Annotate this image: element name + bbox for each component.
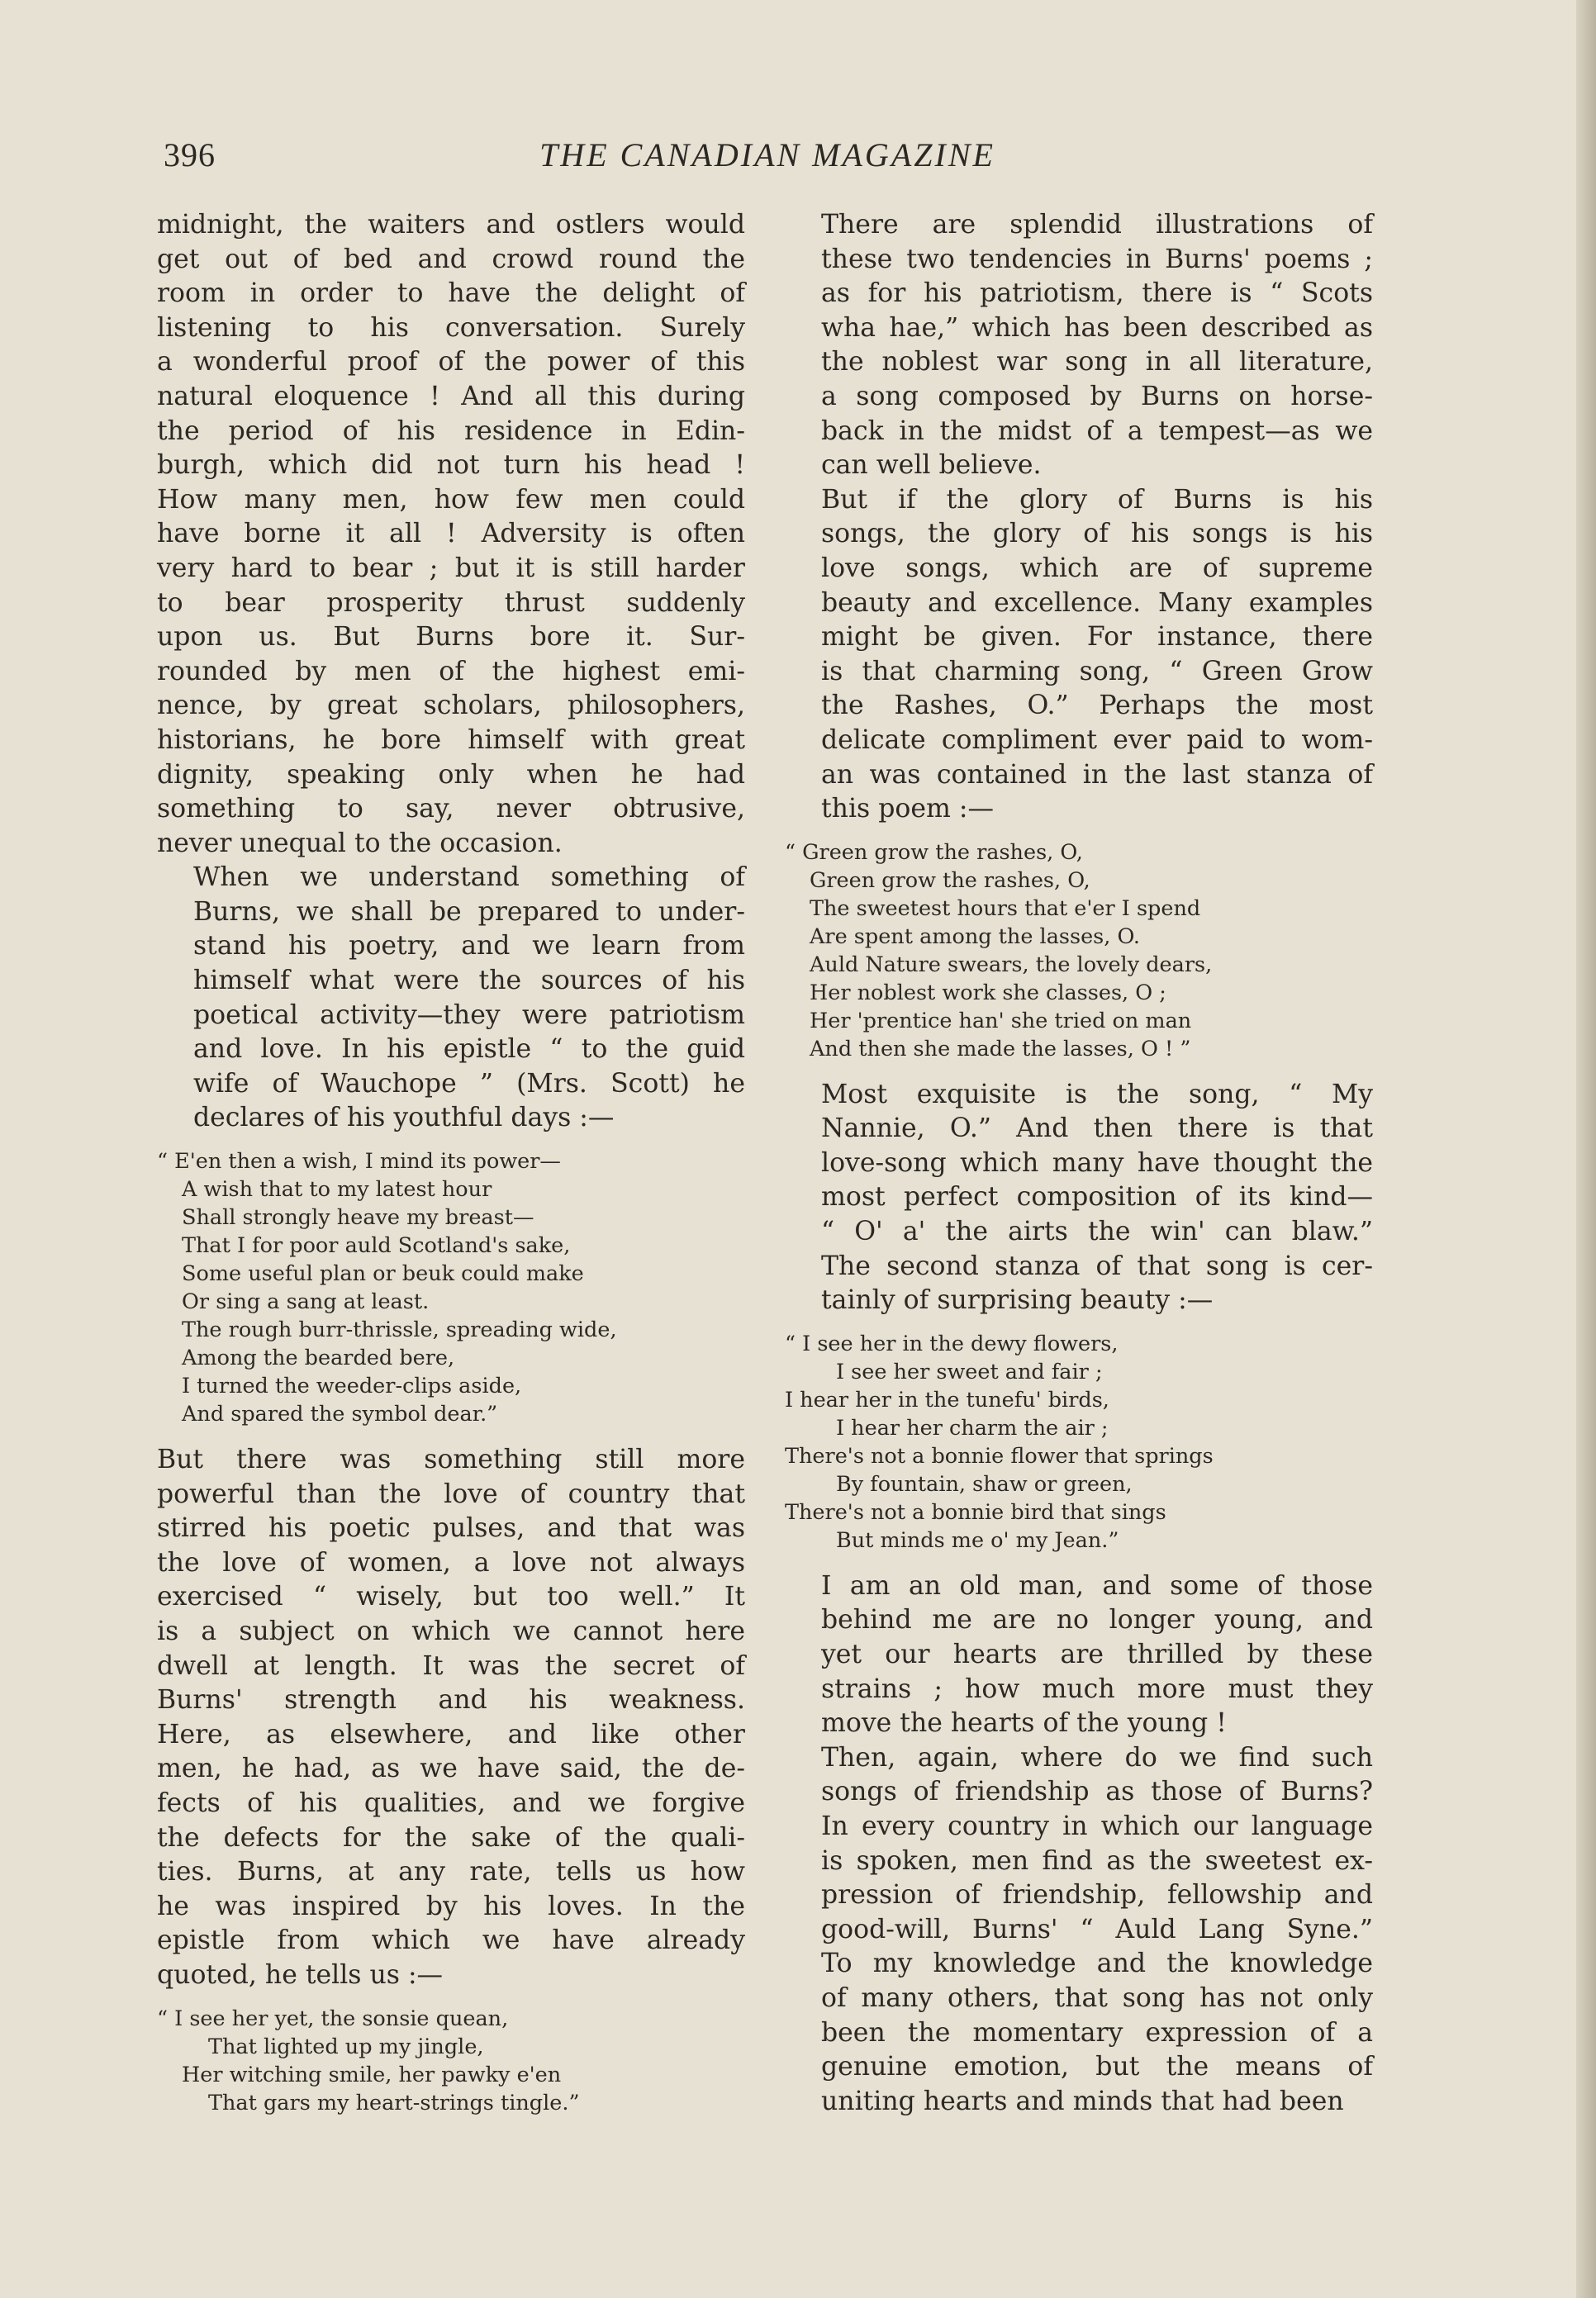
right-column: [785, 208, 1373, 2119]
poem-line: “ E'en then a wish, I mind its power—: [157, 1149, 561, 1175]
text-line: midnight, the waiters and ostlers would: [157, 210, 745, 240]
text-line: Most exquisite is the song, “ My: [821, 1079, 1373, 1109]
text-line: the love of women, a love not always: [157, 1547, 745, 1578]
poem-line: Her 'prentice han' she tried on man: [810, 1008, 1192, 1033]
text-line: get out of bed and crowd round the: [157, 244, 745, 274]
text-line: never unequal to the occasion.: [157, 828, 563, 858]
text-line: burgh, which did not turn his head !: [157, 450, 745, 481]
poem-line: That I for poor auld Scotland's sake,: [182, 1233, 571, 1259]
text-line: When we understand something of: [193, 862, 745, 893]
text-line: strains ; how much more must they: [821, 1674, 1373, 1704]
paragraph: [157, 861, 745, 1136]
paragraph: [785, 1569, 1373, 1741]
text-line: stand his poetry, and we learn from: [193, 931, 745, 961]
text-line: back in the midst of a tempest—as we: [821, 415, 1373, 446]
text-line: genuine emotion, but the means of: [821, 2052, 1373, 2082]
text-line: delicate compliment ever paid to wom-: [821, 724, 1373, 755]
text-line: beauty and excellence. Many examples: [821, 587, 1373, 618]
text-line: love songs, which are of supreme: [821, 553, 1373, 583]
poem-line: There's not a bonnie flower that springs: [785, 1443, 1214, 1469]
text-line: of many others, that song has not only: [821, 1982, 1373, 2013]
poem-quote: [157, 2005, 745, 2117]
text-line: To my knowledge and the knowledge: [821, 1949, 1373, 1979]
text-line: very hard to bear ; but it is still harder: [157, 553, 745, 583]
text-line: stirred his poetic pulses, and that was: [157, 1513, 745, 1544]
text-line: is that charming song, “ Green Grow: [821, 656, 1373, 686]
text-line: an was contained in the last stanza of: [821, 759, 1373, 790]
text-line: have borne it all ! Adversity is often: [157, 519, 745, 549]
text-line: can well believe.: [821, 450, 1042, 481]
text-line: pression of friendship, fellowship and: [821, 1880, 1373, 1911]
text-line: But if the glory of Burns is his: [821, 484, 1373, 515]
text-line: and love. In his epistle “ to the guid: [193, 1034, 745, 1065]
text-line: to bear prosperity thrust suddenly: [157, 587, 745, 618]
text-line: poetical activity—they were patriotism: [193, 999, 745, 1030]
poem-line: Are spent among the lasses, O.: [810, 923, 1140, 949]
poem-line: But minds me o' my Jean.”: [836, 1527, 1119, 1553]
text-line: is a subject on which we cannot here: [157, 1617, 745, 1646]
poem-line: I hear her charm the air ;: [836, 1415, 1109, 1441]
page-number: 396: [164, 136, 216, 173]
text-line: Then, again, where do we find such: [821, 1742, 1373, 1773]
poem-quote: [785, 1330, 1373, 1555]
poem-line: “ I see her yet, the sonsie quean,: [157, 2006, 509, 2031]
text-line: Nannie, O.” And then there is that: [821, 1113, 1373, 1144]
text-line: wife of Wauchope ” (Mrs. Scott) he: [193, 1068, 745, 1099]
poem-line: The rough burr-thrissle, spreading wide,: [182, 1318, 617, 1343]
text-line: men, he had, as we have said, the de-: [157, 1754, 745, 1784]
text-line: love-song which many have thought the: [821, 1147, 1373, 1178]
poem-line: I see her sweet and fair ;: [836, 1359, 1103, 1384]
text-line: rounded by men of the highest emi-: [157, 656, 745, 686]
text-line: tainly of surprising beauty :—: [821, 1285, 1214, 1316]
paragraph: [785, 1741, 1373, 2120]
poem-line: Her witching smile, her pawky e'en: [182, 2062, 562, 2087]
text-line: the defects for the sake of the quali-: [157, 1822, 745, 1853]
text-line: exercised “ wisely, but too well.” It: [157, 1582, 745, 1612]
poem-line: A wish that to my latest hour: [182, 1177, 492, 1203]
text-line: himself what were the sources of his: [193, 966, 745, 996]
text-line: Burns, we shall be prepared to under-: [193, 896, 745, 927]
text-line: dignity, speaking only when he had: [157, 759, 745, 790]
text-line: How many men, how few men could: [157, 484, 745, 515]
text-line: a wonderful proof of the power of this: [157, 347, 745, 377]
text-line: natural eloquence ! And all this during: [157, 381, 745, 411]
paragraph: [785, 483, 1373, 827]
text-line: room in order to have the delight of: [157, 278, 745, 309]
text-line: the Rashes, O.” Perhaps the most: [821, 691, 1373, 721]
text-line: might be given. For instance, there: [821, 622, 1373, 653]
text-line: a song composed by Burns on horse-: [821, 381, 1373, 411]
poem-line: The sweetest hours that e'er I spend: [810, 895, 1201, 921]
poem-quote: [157, 1147, 745, 1428]
text-line: songs, the glory of his songs is his: [821, 519, 1373, 549]
poem-line: And then she made the lasses, O ! ”: [810, 1036, 1191, 1061]
text-line: nence, by great scholars, philosophers,: [157, 691, 745, 721]
page-header: [157, 132, 1378, 182]
text-line: listening to his conversation. Surely: [157, 312, 745, 343]
poem-line: Shall strongly heave my breast—: [182, 1205, 534, 1231]
text-line: In every country in which our language: [821, 1811, 1373, 1841]
text-line: yet our hearts are thrilled by these: [821, 1640, 1373, 1670]
text-line: Burns' strength and his weakness.: [157, 1685, 745, 1716]
text-line: historians, he bore himself with great: [157, 724, 745, 755]
text-line: ties. Burns, at any rate, tells us how: [157, 1857, 745, 1887]
poem-line: Some useful plan or beuk could make: [182, 1261, 584, 1287]
text-line: upon us. But Burns bore it. Sur-: [157, 622, 745, 653]
text-line: But there was something still more: [157, 1445, 745, 1475]
text-line: “ O' a' the airts the win' can blaw.”: [821, 1217, 1373, 1247]
poem-line: Auld Nature swears, the lovely dears,: [810, 952, 1213, 977]
text-line: wha hae,” which has been described as: [821, 312, 1373, 343]
poem-line: “ Green grow the rashes, O,: [785, 839, 1083, 865]
poem-line: That gars my heart-strings tingle.”: [208, 2090, 580, 2115]
text-line: dwell at length. It was the secret of: [157, 1650, 745, 1681]
text-line: fects of his qualities, and we forgive: [157, 1788, 745, 1818]
poem-line: I turned the weeder-clips aside,: [182, 1374, 522, 1399]
page-edge: [1576, 0, 1596, 2298]
text-line: I am an old man, and some of those: [821, 1570, 1373, 1601]
text-line: these two tendencies in Burns' poems ;: [821, 244, 1373, 274]
text-line: The second stanza of that song is cer-: [821, 1251, 1373, 1281]
paragraph: [157, 208, 745, 861]
text-line: the noblest war song in all literature,: [821, 347, 1373, 377]
text-line: the period of his residence in Edin-: [157, 415, 745, 446]
text-line: declares of his youthful days :—: [193, 1103, 615, 1133]
poem-line: There's not a bonnie bird that sings: [785, 1499, 1166, 1525]
text-line: songs of friendship as those of Burns?: [821, 1777, 1373, 1807]
text-line: something to say, never obtrusive,: [157, 794, 745, 824]
poem-line: And spared the symbol dear.”: [182, 1402, 498, 1427]
running-title: THE CANADIAN MAGAZINE: [539, 136, 995, 173]
poem-line: Green grow the rashes, O,: [810, 867, 1090, 893]
poem-line: That lighted up my jingle,: [208, 2034, 484, 2059]
text-line: quoted, he tells us :—: [157, 1959, 444, 1990]
poem-line: “ I see her in the dewy flowers,: [785, 1331, 1119, 1356]
poem-line: Or sing a sang at least.: [182, 1289, 430, 1315]
paragraph: [785, 1078, 1373, 1318]
text-line: this poem :—: [821, 794, 994, 824]
text-line: Here, as elsewhere, and like other: [157, 1719, 745, 1750]
text-line: epistle from which we have already: [157, 1925, 745, 1956]
left-column: [157, 208, 745, 2132]
paragraph: [785, 208, 1373, 483]
text-line: been the momentary expression of a: [821, 2017, 1373, 2048]
text-line: move the hearts of the young !: [821, 1708, 1227, 1739]
poem-line: I hear her in the tunefu' birds,: [785, 1387, 1109, 1413]
text-line: good-will, Burns' “ Auld Lang Syne.”: [821, 1914, 1373, 1944]
poem-line: By fountain, shaw or green,: [836, 1471, 1133, 1497]
paragraph: [157, 1443, 745, 1993]
text-line: powerful than the love of country that: [157, 1479, 745, 1509]
text-line: is spoken, men find as the sweetest ex-: [821, 1845, 1373, 1876]
text-line: most perfect composition of its kind—: [821, 1182, 1373, 1213]
text-line: behind me are no longer young, and: [821, 1605, 1373, 1636]
poem-line: Her noblest work she classes, O ;: [810, 980, 1166, 1005]
text-line: uniting hearts and minds that had been: [821, 2086, 1344, 2116]
poem-quote: [785, 838, 1373, 1063]
text-line: There are splendid illustrations of: [821, 210, 1373, 240]
text-line: as for his patriotism, there is “ Scots: [821, 278, 1373, 309]
text-line: he was inspired by his loves. In the: [157, 1891, 745, 1921]
poem-line: Among the bearded bere,: [182, 1346, 455, 1371]
